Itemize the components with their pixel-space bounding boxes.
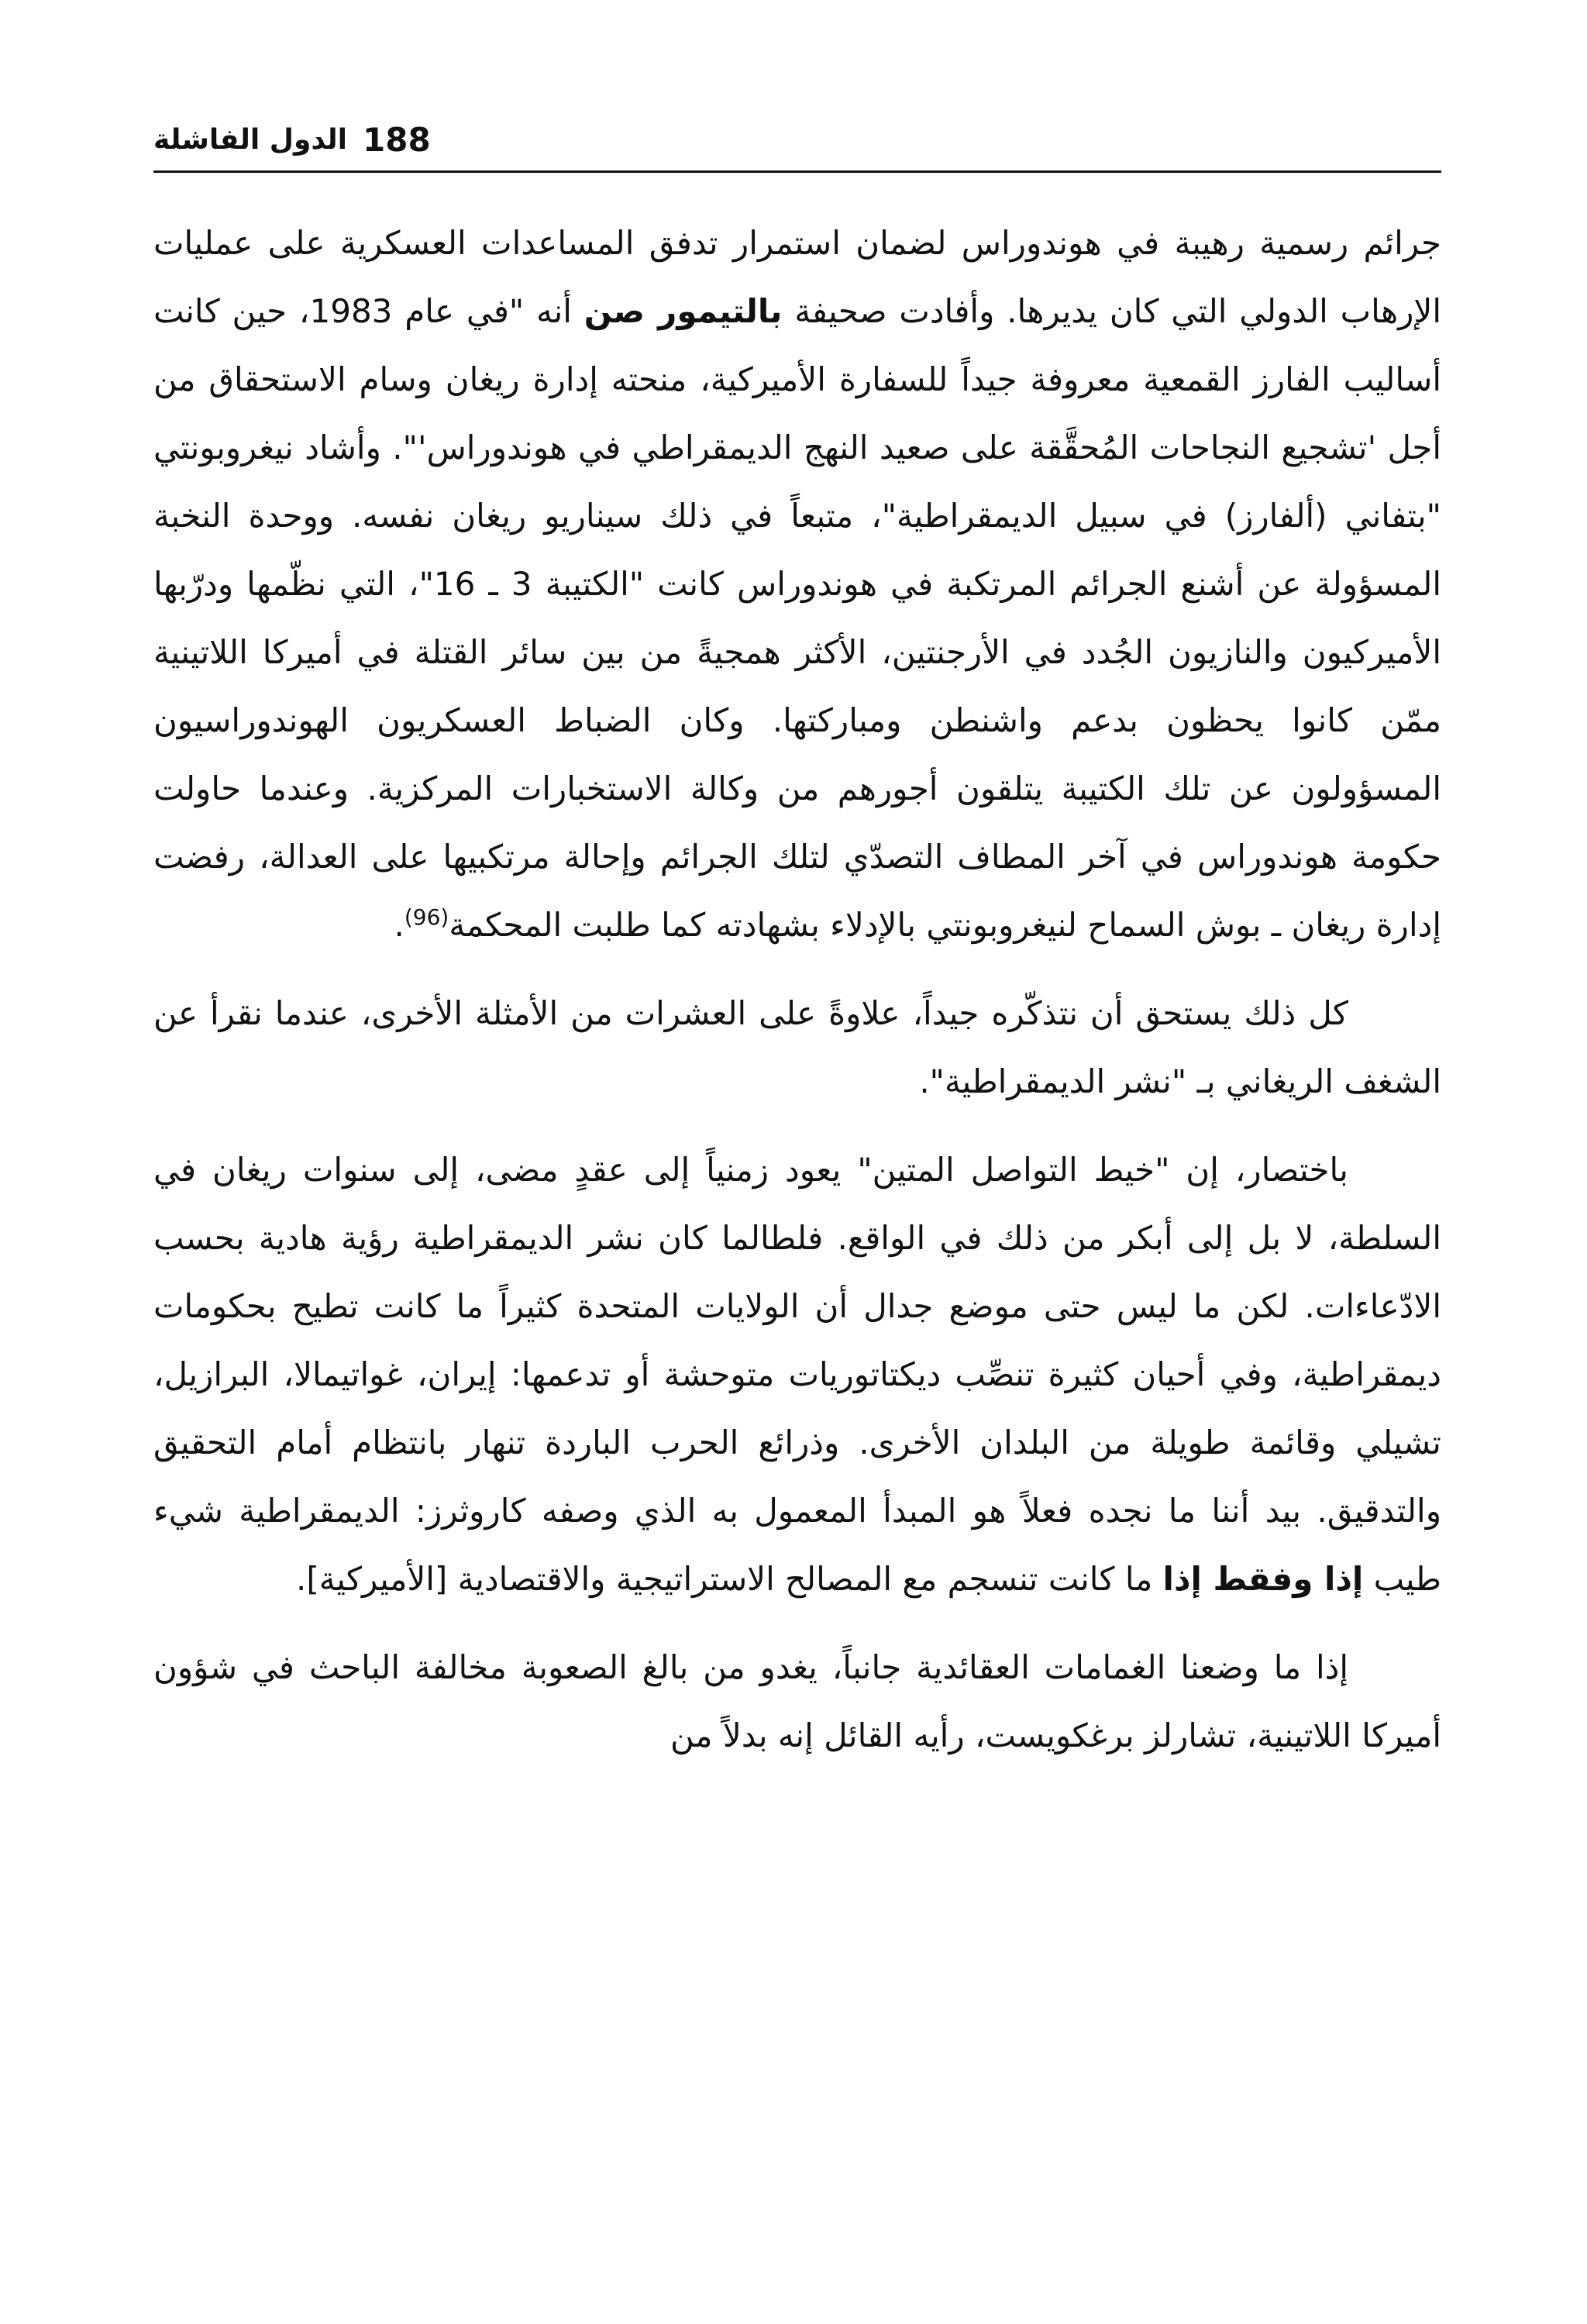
text-segment: جرائم رسمية رهيبة في هوندوراس لضمان استمرار تدفق المساعدات العسكرية على عمليات الإرهاب الدولي التي كان يديرها. وأفادت صحيفة: [153, 224, 1442, 330]
emphasized-text: إذا وفقط إذا: [1162, 1560, 1364, 1598]
paragraph-2: [153, 980, 1441, 1116]
text-segment: أنه "في عام 1983، حين كانت أساليب الفارز القمعية معروفة جيداً للسفارة الأميركية، منحته إدارة ريغان وسام الاستحقاق من أجل 'تشجيع النجاحات المُحقَّقة على صعيد النهج الديمقراطي في هوندوراس'". وأشاد نيغروبونتي "بتفاني (ألفارز) في سبيل الديمقراطية"، متبعاً في ذلك سيناريو ريغان نفسه. ووحدة النخبة المسؤولة عن أشنع الجرائم المرتكبة في هوندوراس كانت "الكتيبة 3 ـ 16"، التي نظّمها ودرّبها الأميركيون والنازيون الجُدد في الأرجنتين، الأكثر همجيةً من بين سائر القتلة في أميركا اللاتينية ممّن كانوا يحظون بدعم واشنطن ومباركتها. وكان الضباط العسكريون الهوندوراسيون المسؤولون عن تلك الكتيبة يتلقون أجورهم من وكالة الاستخبارات المركزية. وعندما حاولت حكومة هوندوراس في آخر المطاف التصدّي لتلك الجرائم وإحالة مرتكبيها على العدالة، رفضت إدارة ريغان ـ بوش السماح لنيغروبونتي بالإدلاء بشهادته كما طلبت المحكمة: [153, 292, 1441, 944]
text-segment: كل ذلك يستحق أن نتذكّره جيداً، علاوةً على العشرات من الأمثلة الأخرى، عندما نقرأ عن الشغف الريغاني بـ "نشر الديمقراطية".: [153, 994, 1441, 1100]
paragraph-4: [153, 1634, 1441, 1770]
paragraph-1: [153, 209, 1441, 959]
page-number: 188: [363, 120, 431, 159]
text-segment: إذا ما وضعنا الغمامات العقائدية جانباً، يغدو من بالغ الصعوبة مخالفة الباحث في شؤون أميركا اللاتينية، تشارلز برغكويست، رأيه القائل إنه بدلاً من: [153, 1648, 1441, 1754]
text-segment: .: [394, 906, 404, 944]
footnote-reference: (96): [404, 904, 449, 930]
page-header: [153, 108, 1441, 173]
emphasized-text: بالتيمور صن: [584, 292, 783, 330]
paragraph-3: [153, 1136, 1441, 1613]
body-text: [153, 209, 1441, 1770]
text-segment: باختصار، إن "خيط التواصل المتين" يعود زمنياً إلى عقدٍ مضى، إلى سنوات ريغان في السلطة، لا بل إلى أبكر من ذلك في الواقع. فلطالما كان نشر الديمقراطية رؤية هادية بحسب الادّعاءات. لكن ما ليس حتى موضع جدال أن الولايات المتحدة كثيراً ما كانت تطيح بحكومات ديمقراطية، وفي أحيان كثيرة تنصِّب ديكتاتوريات متوحشة أو تدعمها: إيران، غواتيمالا، البرازيل، تشيلي وقائمة طويلة من البلدان الأخرى. وذرائع الحرب الباردة تنهار بانتظام أمام التحقيق والتدقيق. بيد أننا ما نجده فعلاً هو المبدأ المعمول به الذي وصفه كاروثرز: الديمقراطية شيء طيب: [153, 1151, 1441, 1598]
text-segment: ما كانت تنسجم مع المصالح الاستراتيجية والاقتصادية [الأميركية].: [296, 1560, 1163, 1598]
running-title: الدول الفاشلة: [153, 123, 348, 156]
